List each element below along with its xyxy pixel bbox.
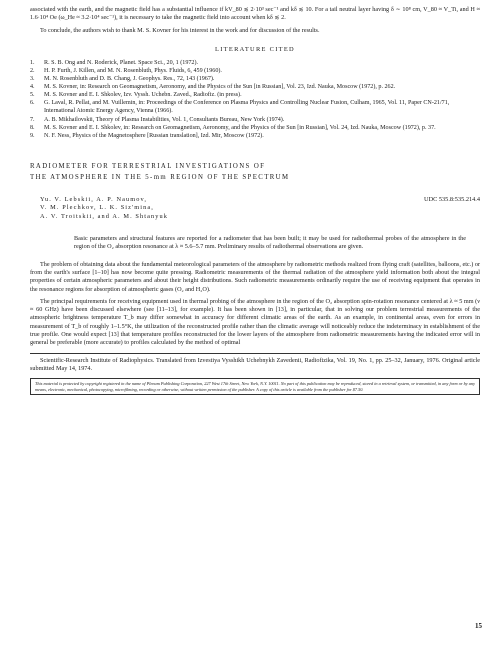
reference-number: 7. (30, 116, 35, 123)
abstract: Basic parameters and structural features are reported for a radiometer that has been built; it may be used for radiothermal probes of the atmosphere in the region of the O₂ absorption resonance at λ ≈ 5.6–5.7 mm. Preliminary results of radiothermal observations are given. (74, 235, 466, 251)
acknowledgment-paragraph: To conclude, the authors wish to thank M. S. Kovner for his interest in the work and for discussion of the results. (40, 26, 320, 34)
footnote: Scientific-Research Institute of Radiophysics. Translated from Izvestiya Vysshikh Uchebnykh Zavedenii, Radiofizika, Vol. 19, No. 1, pp. 25–32, January, 1976. Original article submitted May 14, 1974. (30, 356, 480, 372)
body-paragraph: The principal requirements for receiving equipment used in thermal probing of the atmosphere in the region of the O₂ absorption spin-rotation resonance centered at λ ≈ 5 mm (ν ≈ 60 GHz) have been discussed elsewhere (see [11–13], for example). It has been shown in [13], in particular, that in solving our problem terrestrial measurements of the atmospheric brightness temperature T_b may differ somewhat in accuracy for different climatic areas of the earth. As an example, in continental areas, even for errors in measurement of T_b of roughly 1–1.5°K, the utilization of the reconstructed profile rather than the climatic average will noticeably reduce the indeterminacy in establishment of the true profile. One would expect [13] that temperature profiles reconstructed for the lower layers of the atmosphere from radiometric measurements having the indicated error will in general be preferable (more accurate) to profiles calculated by the method of optimal (30, 297, 480, 347)
reference-text: M. S. Kovner and E. I. Shkolev, Izv. Vyssh. Uchebn. Zaved., Radiofiz. (in press). (44, 92, 242, 99)
reference-number: 3. (30, 76, 35, 83)
reference-item (30, 75, 480, 83)
reference-text: M. N. Rosenbluth and D. B. Chang, J. Geophys. Res., 72, 143 (1967). (44, 76, 215, 83)
reference-number: 5. (30, 92, 35, 99)
page-number: 15 (475, 622, 482, 630)
reference-text: A. B. Mikhailovskii, Theory of Plasma Instabilities, Vol. 1, Consultants Bureau, New York (1974). (44, 116, 285, 123)
reference-text: R. S. B. Ong and N. Roderick, Planet. Space Sci., 20, 1 (1972). (44, 59, 199, 66)
reference-item (30, 99, 480, 115)
reference-item (30, 91, 480, 99)
reference-item (30, 59, 480, 67)
author-list (40, 196, 168, 221)
article-title (30, 161, 480, 183)
continued-paragraph: associated with the earth, and the magnetic field has a substantial influence if kV_80 ≲ 2·10³ sec⁻¹ and kδ ≲ 10. For a tail neutral layer having δ ∼ 10⁸ cm, V_80 ≈ V_Ti, and H ≈ 1.6·10⁴ Oe (ω_He ≈ 3.2·10⁴ sec⁻¹), it is necessary to take the magnetic field into account when kδ ≲ 2. (30, 6, 480, 22)
reference-number: 4. (30, 84, 35, 91)
reference-item (30, 132, 480, 140)
reference-number: 9. (30, 132, 35, 139)
reference-number: 1. (30, 59, 35, 66)
reference-text: N. F. Ness, Physics of the Magnetosphere [Russian translation], Izd. Mir, Moscow (1972). (44, 132, 264, 139)
reference-number: 6. (30, 100, 35, 107)
author-line: A. V. Troitskii, and A. M. Shtanyuk (40, 212, 169, 220)
reference-text: M. S. Kovner and E. I. Shkolev, in: Research on Geomagnetism, Aeronomy, and the Physics of the Sun [in Russian], Vol. 24, Izd. Nauka, Moscow (1972), p. 37. (44, 124, 436, 131)
reference-text: M. S. Kovner, in: Research on Geomagnetism, Aeronomy, and the Physics of the Sun [in Russian], Vol. 23, Izd. Nauka, Moscow (1972), p. 262. (44, 84, 396, 91)
udc-code: UDC 535.8:535.214.4 (424, 195, 480, 203)
article-title-line-2: THE ATMOSPHERE IN THE 5-mm REGION OF THE SPECTRUM (30, 173, 290, 181)
reference-number: 8. (30, 124, 35, 131)
body-paragraph: The problem of obtaining data about the fundamental meteorological parameters of the atmosphere by radiometric methods realized from flying craft (satellites, balloons, etc.) or from the earth's surface [1–10] has now become quite pressing. Radiometric measurements of the thermal radiation of the atmosphere yield information both about the integral properties of certain atmospheric parameters and about their height distributions. Such radiometric measurements ordinarily require the use of receiving equipment that operates in the resonance regions for absorption of atmospheric gases (O₂ and H₂O). (30, 260, 480, 293)
article-title-line-1: RADIOMETER FOR TERRESTRIAL INVESTIGATIONS OF (30, 162, 266, 170)
reference-item (30, 116, 480, 124)
reference-item (30, 124, 480, 132)
author-line: Yu. V. Lebskii, A. P. Naumov, (40, 195, 148, 203)
reference-item (30, 83, 480, 91)
literature-cited-heading: LITERATURE CITED (215, 45, 295, 53)
authors-row (30, 196, 480, 221)
reference-text: H. P. Furth, J. Killen, and M. N. Rosenbluth, Phys. Fluids, 6, 459 (1960). (44, 67, 222, 74)
reference-list (30, 59, 480, 140)
page-content (30, 6, 480, 395)
reference-number: 2. (30, 67, 35, 74)
reference-item (30, 67, 480, 75)
reference-text: G. Laval, R. Pellat, and M. Vuillemin, in: Proceedings of the Conference on Plasma Physics and Controlling Nuclear Fusion, Culham, 1965, Vol. 11, Paper CN-21/71, International Atomic Energy Agency, Vienna (1966). (44, 100, 450, 115)
author-line: V. M. Plechkov, L. K. Siz'mina, (40, 204, 154, 212)
footnote-rule (30, 353, 480, 354)
copyright-notice: This material is protected by copyright registered in the name of Plenum Publishing Corporation, 227 West 17th Street, New York, N.Y. 10011. No part of this publication may be reproduced, stored in a retrieval system, or transmitted, in any form or by any means, electronic, mechanical, photocopying, microfilming, recording or otherwise, without written permission of the publisher. A copy of this article is available from the publisher for $7.50. (30, 378, 480, 395)
